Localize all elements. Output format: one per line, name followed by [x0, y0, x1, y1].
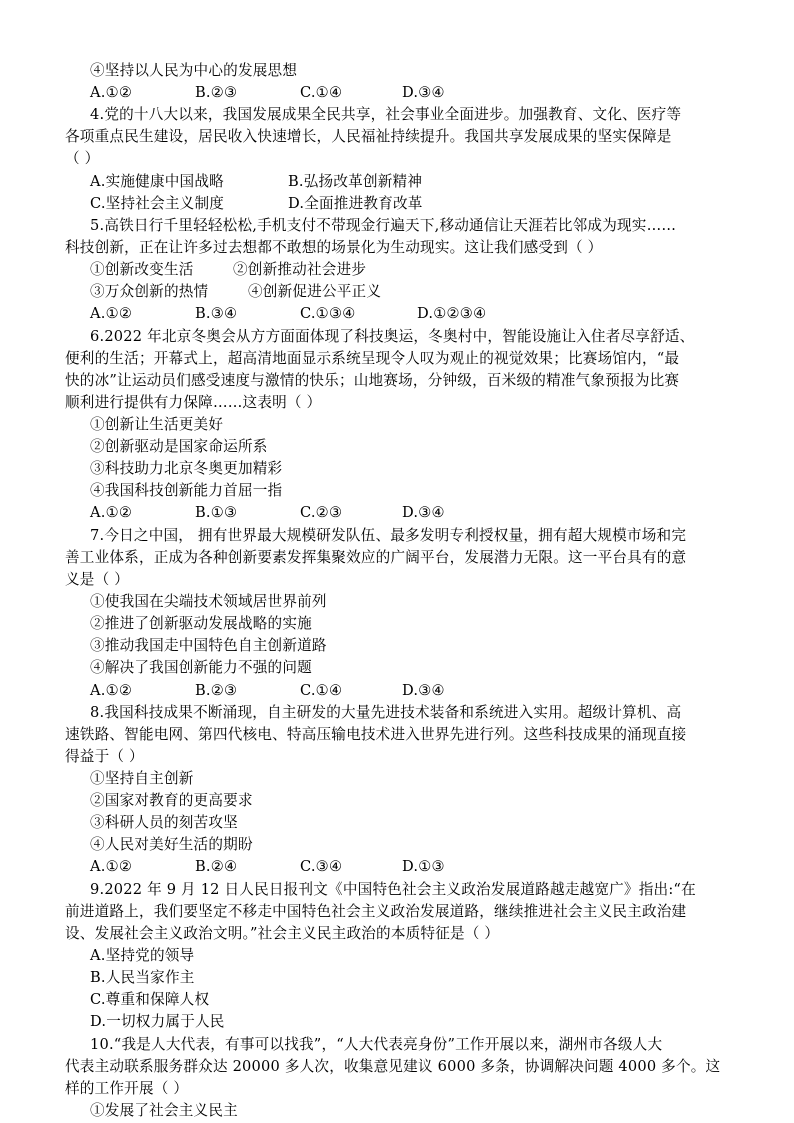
q6-option-a: A.①② — [90, 504, 133, 521]
q10-stem-line: 样的工作开展（ ） — [65, 1080, 189, 1097]
q9-option-c: C.尊重和保障人权 — [90, 991, 210, 1008]
q4-stem-line: 4.党的十八大以来，我国发展成果全民共享，社会事业全面进步。加强教育、文化、医疗等 — [90, 106, 682, 123]
q6-item-1: ①创新让生活更美好 — [90, 416, 224, 433]
q6-item-4: ④我国科技创新能力首屈一指 — [90, 482, 283, 499]
q3-item-4: ④坚持以人民为中心的发展思想 — [90, 62, 298, 79]
q5-stem-line: 科技创新，正在让许多过去想都不敢想的场景化为生动现实。这让我们感受到（ ） — [65, 239, 603, 256]
q4-option-c: C.坚持社会主义制度 — [90, 195, 225, 212]
q7-option-d: D.③④ — [402, 682, 445, 699]
q8-option-d: D.①③ — [402, 858, 445, 875]
q10-stem-line: 代表主动联系服务群众达 20000 多人次，收集意见建议 6000 多条，协调解决问题 4000 多个。这 — [65, 1058, 721, 1075]
q7-item-3: ③推动我国走中国特色自主创新道路 — [90, 637, 327, 654]
q8-stem-line: 8.我国科技成果不断涌现，自主研发的大量先进技术装备和系统进入实用。超级计算机、高 — [90, 704, 682, 721]
q5-stem-line: 5.高铁日行千里轻轻松松,手机支付不带现金行遍天下,移动通信让天涯若比邻成为现实…… — [90, 217, 677, 234]
q10-stem-line: 10.“我是人大代表，有事可以找我”，“人大代表亮身份”工作开展以来，湖州市各级人大 — [90, 1036, 663, 1053]
q8-option-b: B.②④ — [195, 858, 238, 875]
q9-option-b: B.人民当家作主 — [90, 969, 195, 986]
q3-option-a: A.①② — [90, 84, 133, 101]
q8-item-1: ①坚持自主创新 — [90, 770, 194, 787]
q9-stem-line: 9.2022 年 9 月 12 日人民日报刊文《中国特色社会主义政治发展道路越走越宽广》指出:“在 — [90, 881, 696, 898]
q9-option-d: D.一切权力属于人民 — [90, 1013, 225, 1030]
q7-stem-line: 义是（ ） — [65, 571, 130, 588]
q3-option-c: C.①④ — [300, 84, 343, 101]
q5-item-4: ④创新促进公平正义 — [248, 283, 382, 300]
q6-option-b: B.①③ — [195, 504, 238, 521]
q7-option-c: C.①④ — [300, 682, 343, 699]
q10-item-1: ①发展了社会主义民主 — [90, 1102, 238, 1119]
q7-option-b: B.②③ — [195, 682, 238, 699]
q7-stem-line: 7.今日之中国， 拥有世界最大规模研发队伍、最多发明专利授权量，拥有超大规模市场和完 — [90, 527, 687, 544]
q8-option-a: A.①② — [90, 858, 133, 875]
q4-option-d: D.全面推进教育改革 — [288, 195, 423, 212]
q6-stem-line: 便利的生活；开幕式上，超高清地面显示系统呈现令人叹为观止的视觉效果；比赛场馆内，“最 — [65, 350, 680, 367]
q7-item-1: ①使我国在尖端技术领域居世界前列 — [90, 593, 327, 610]
q5-option-d: D.①②③④ — [417, 305, 487, 322]
q3-option-b: B.②③ — [195, 84, 238, 101]
q4-stem-line: 各项重点民生建设，居民收入快速增长，人民福祉持续提升。我国共享发展成果的坚实保障是 — [65, 128, 672, 145]
q6-item-2: ②创新驱动是国家命运所系 — [90, 438, 268, 455]
q6-stem-line: 6.2022 年北京冬奥会从方方面面体现了科技奥运，冬奥村中，智能设施让入住者尽享舒适、 — [90, 328, 695, 345]
q4-answer-blank: （ ） — [65, 150, 100, 167]
q6-item-3: ③科技助力北京冬奥更加精彩 — [90, 460, 283, 477]
q5-option-c: C.①③④ — [300, 305, 356, 322]
q7-stem-line: 善工业体系，正成为各种创新要素发挥集聚效应的广阔平台，发展潜力无限。这一平台具有的意 — [65, 549, 687, 566]
q6-stem-line: 顺利进行提供有力保障……这表明（ ） — [65, 394, 322, 411]
q8-option-c: C.③④ — [300, 858, 343, 875]
q7-option-a: A.①② — [90, 682, 133, 699]
q8-item-3: ③科研人员的刻苦攻坚 — [90, 814, 238, 831]
q7-item-4: ④解决了我国创新能力不强的问题 — [90, 659, 312, 676]
q4-option-b: B.弘扬改革创新精神 — [288, 173, 423, 190]
q6-option-c: C.②③ — [300, 504, 343, 521]
q8-stem-line: 得益于（ ） — [65, 748, 144, 765]
q6-option-d: D.③④ — [402, 504, 445, 521]
q9-stem-line: 前进道路上，我们要坚定不移走中国特色社会主义政治发展道路，继续推进社会主义民主政治建 — [65, 903, 687, 920]
q5-option-a: A.①② — [90, 305, 133, 322]
q8-item-4: ④人民对美好生活的期盼 — [90, 836, 253, 853]
q9-stem-line: 设、发展社会主义政治文明。”社会主义民主政治的本质特征是（ ） — [65, 925, 500, 942]
q5-item-3: ③万众创新的热情 — [90, 283, 209, 300]
q5-item-1: ①创新改变生活 — [90, 261, 194, 278]
q4-option-a: A.实施健康中国战略 — [90, 173, 224, 190]
q8-item-2: ②国家对教育的更高要求 — [90, 792, 253, 809]
q8-stem-line: 速铁路、智能电网、第四代核电、特高压输电技术进入世界先进行列。这些科技成果的涌现直接 — [65, 726, 687, 743]
q5-option-b: B.③④ — [195, 305, 238, 322]
q9-option-a: A.坚持党的领导 — [90, 947, 195, 964]
q6-stem-line: 快的冰”让运动员们感受速度与激情的快乐；山地赛场，分钟级，百米级的精准气象预报为比赛 — [65, 372, 680, 389]
q7-item-2: ②推进了创新驱动发展战略的实施 — [90, 615, 312, 632]
q5-item-2: ②创新推动社会进步 — [233, 261, 367, 278]
q3-option-d: D.③④ — [402, 84, 445, 101]
